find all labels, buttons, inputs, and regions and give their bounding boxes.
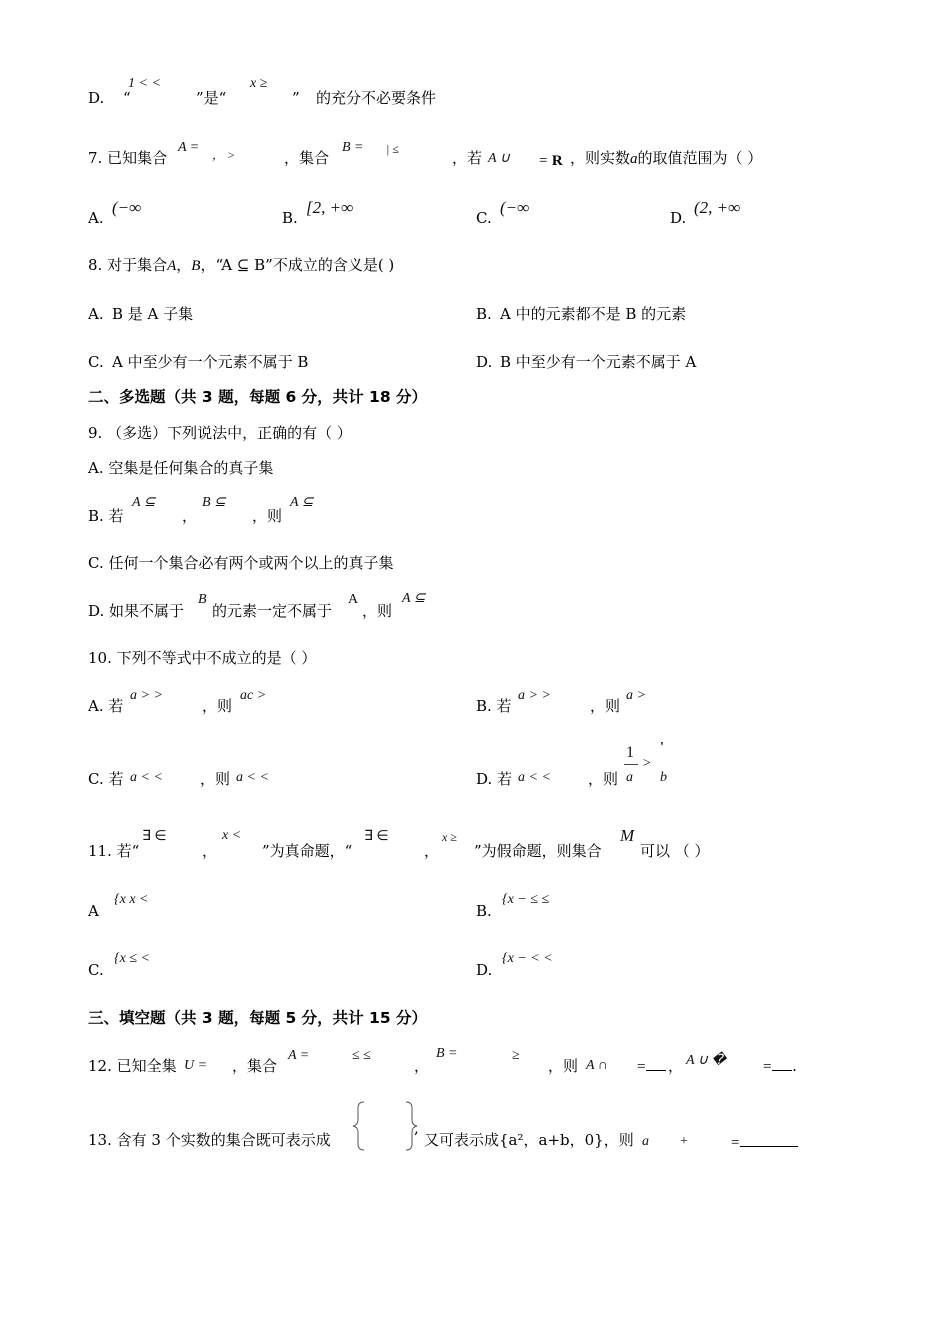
q9-option-b[interactable]: B. 若 — [88, 507, 124, 525]
q8-option-c[interactable]: C. — [88, 353, 104, 371]
q6-d-expr1: 1 < < — [128, 76, 161, 91]
q11-expr3: ∃ ∈ — [364, 829, 389, 844]
q7-option-a-expr: (−∞ — [112, 198, 142, 217]
q10-c-expr2: a < < — [236, 770, 269, 785]
q8-option-d[interactable]: D. — [476, 353, 493, 371]
q11-expr2: x < — [222, 828, 242, 843]
q7-set-b: B = — [342, 140, 364, 155]
q6-d-expr2: x ≥ — [250, 76, 268, 91]
q13-blank[interactable] — [740, 1132, 798, 1147]
q13-label: 13. 含有 3 个实数的集合既可表示成 — [88, 1131, 331, 1149]
q10-d-expr1: a < < — [518, 770, 551, 785]
q7-stem-part3: ，若 — [452, 149, 483, 167]
q13-answer[interactable]: = — [730, 1132, 798, 1153]
q6-option-d: D. “ — [88, 89, 131, 107]
q11-option-b[interactable]: B. — [476, 902, 492, 920]
q12-union-complement: A ∪ � — [686, 1053, 726, 1068]
q13-a: a — [642, 1134, 649, 1149]
q12-intersection: A ∩ — [586, 1058, 608, 1073]
q12-answer-2[interactable]: = . — [762, 1057, 797, 1075]
q10-d-b: b — [660, 770, 667, 785]
q8-option-b-text: A 中的元素都不是 B 的元素 — [500, 305, 687, 323]
q7-option-b[interactable]: B. — [282, 209, 298, 227]
q11-text2: ”为假命题，则集合 — [474, 842, 602, 860]
q10-d-denominator: a — [626, 770, 633, 785]
q12-answer-1[interactable]: = — [636, 1056, 666, 1077]
q7-stem-part1: 7. 已知集合 — [88, 149, 168, 167]
q7-set-b-body: | ≤ — [386, 142, 399, 156]
q12-blank-1[interactable] — [646, 1056, 666, 1071]
q11-set-m: M — [620, 826, 635, 845]
q9-b-expr3: A ⊆ — [290, 495, 314, 510]
q7-union: A ∪ — [488, 151, 511, 166]
q10-option-c[interactable]: C. 若 — [88, 770, 124, 788]
q7-option-d-expr: (2, +∞ — [694, 198, 741, 217]
q10-option-b[interactable]: B. 若 — [476, 697, 512, 715]
q12-set-a: A = — [288, 1048, 310, 1063]
q12-blank-2[interactable] — [772, 1056, 792, 1071]
q7-stem-part2: ，集合 — [284, 149, 330, 167]
q10-c-expr1: a < < — [130, 770, 163, 785]
q11-label: 11. 若“ — [88, 842, 140, 860]
q9-d-a: A — [348, 592, 359, 607]
q11-expr4: x ≥ — [442, 830, 457, 844]
q9-d-b: B — [198, 592, 207, 607]
q11-d-expr: {x − < < — [502, 951, 553, 966]
q9-option-d[interactable]: D. 如果不属于 — [88, 602, 185, 620]
q10-d-gt: > — [642, 756, 652, 771]
q9-b-then: ，则 — [252, 507, 283, 525]
q11-option-c[interactable]: C. — [88, 961, 104, 979]
q10-d-then: ，则 — [588, 770, 619, 788]
q7-set-a-body: ， > — [212, 148, 236, 162]
q7-option-d[interactable]: D. — [670, 209, 687, 227]
section-3-heading: 三、填空题（共 3 题，每题 5 分，共计 15 分） — [88, 1009, 428, 1027]
q12-set-a-body: ≤ ≤ — [352, 1048, 371, 1063]
q10-d-numerator: 1 — [626, 744, 634, 761]
q10-b-expr2: a > — [626, 688, 646, 703]
q10-d-fraction-bar — [624, 764, 638, 765]
q7-option-b-expr: [2, +∞ — [306, 198, 354, 217]
q12-label: 12. 已知全集 — [88, 1057, 177, 1075]
q7-stem-part4: ，则实数a的取值范围为（ ） — [570, 149, 763, 167]
q12-set-b-body: ≥ — [512, 1048, 520, 1063]
q9-d-then: ，则 — [362, 602, 393, 620]
q12-comma1: ， — [414, 1057, 430, 1075]
q9-stem: 9. （多选）下列说法中，正确的有（ ） — [88, 424, 352, 442]
q10-a-expr2: ac > — [240, 688, 267, 703]
q8-option-a-text: B 是 A 子集 — [112, 305, 194, 323]
q13-comma: , — [414, 1119, 419, 1137]
q10-d-tick: ' — [660, 740, 664, 755]
q7-option-c[interactable]: C. — [476, 209, 492, 227]
q7-set-a: A = — [178, 140, 200, 155]
q7-option-a[interactable]: A. — [88, 209, 104, 227]
q11-b-expr: {x − ≤ ≤ — [502, 892, 550, 907]
q10-option-a[interactable]: A. 若 — [88, 697, 124, 715]
q6-d-quote2: ” — [292, 89, 300, 107]
q12-comma2: ， — [668, 1057, 684, 1075]
q7-equals-r: = R — [538, 153, 563, 169]
q6-d-mid: ”是“ — [196, 89, 227, 107]
q9-option-a[interactable]: A. 空集是任何集合的真子集 — [88, 459, 274, 477]
q9-b-comma: ， — [182, 507, 198, 525]
q6-d-tail: 的充分不必要条件 — [316, 89, 437, 107]
q11-comma2: ， — [424, 842, 440, 860]
q12-universal: U = — [184, 1058, 208, 1073]
q8-option-b[interactable]: B. — [476, 305, 492, 323]
q7-option-c-expr: (−∞ — [500, 198, 530, 217]
q9-b-expr2: B ⊆ — [202, 495, 226, 510]
q11-c-expr: {x ≤ < — [114, 951, 150, 966]
q12-text2: ，则 — [548, 1057, 579, 1075]
q8-option-d-text: B 中至少有一个元素不属于 A — [500, 353, 697, 371]
q10-option-d[interactable]: D. 若 — [476, 770, 513, 788]
q10-a-expr1: a > > — [130, 688, 163, 703]
q11-option-d[interactable]: D. — [476, 961, 493, 979]
q11-text1: ”为真命题，“ — [262, 842, 353, 860]
q10-stem: 10. 下列不等式中不成立的是（ ） — [88, 649, 317, 667]
q13-text1: 又可表示成{a²，a+b，0}，则 — [424, 1131, 634, 1149]
q11-expr1: ∃ ∈ — [142, 829, 167, 844]
q9-option-c[interactable]: C. 任何一个集合必有两个或两个以上的真子集 — [88, 554, 394, 572]
q8-option-c-text: A 中至少有一个元素不属于 B — [112, 353, 309, 371]
q11-text3: 可以 （ ） — [640, 842, 710, 860]
q10-b-expr1: a > > — [518, 688, 551, 703]
q12-text1: ，集合 — [232, 1057, 278, 1075]
q10-a-then: ，则 — [202, 697, 233, 715]
q10-b-then: ，则 — [590, 697, 621, 715]
q12-set-b: B = — [436, 1046, 458, 1061]
q10-c-then: ，则 — [200, 770, 231, 788]
q11-comma1: ， — [202, 842, 218, 860]
section-2-heading: 二、多选题（共 3 题，每题 6 分，共计 18 分） — [88, 388, 428, 406]
q9-d-mid: 的元素一定不属于 — [212, 602, 333, 620]
q13-plus: + — [680, 1134, 688, 1149]
q11-option-a[interactable]: A — [88, 902, 99, 920]
q11-a-expr: {x x < — [114, 892, 149, 907]
q8-stem: 8. 对于集合A，B，“A ⊆ B”不成立的含义是( ) — [88, 256, 395, 274]
q9-b-expr1: A ⊆ — [132, 495, 156, 510]
q8-option-a[interactable]: A. — [88, 305, 104, 323]
q9-d-expr: A ⊆ — [402, 591, 426, 606]
